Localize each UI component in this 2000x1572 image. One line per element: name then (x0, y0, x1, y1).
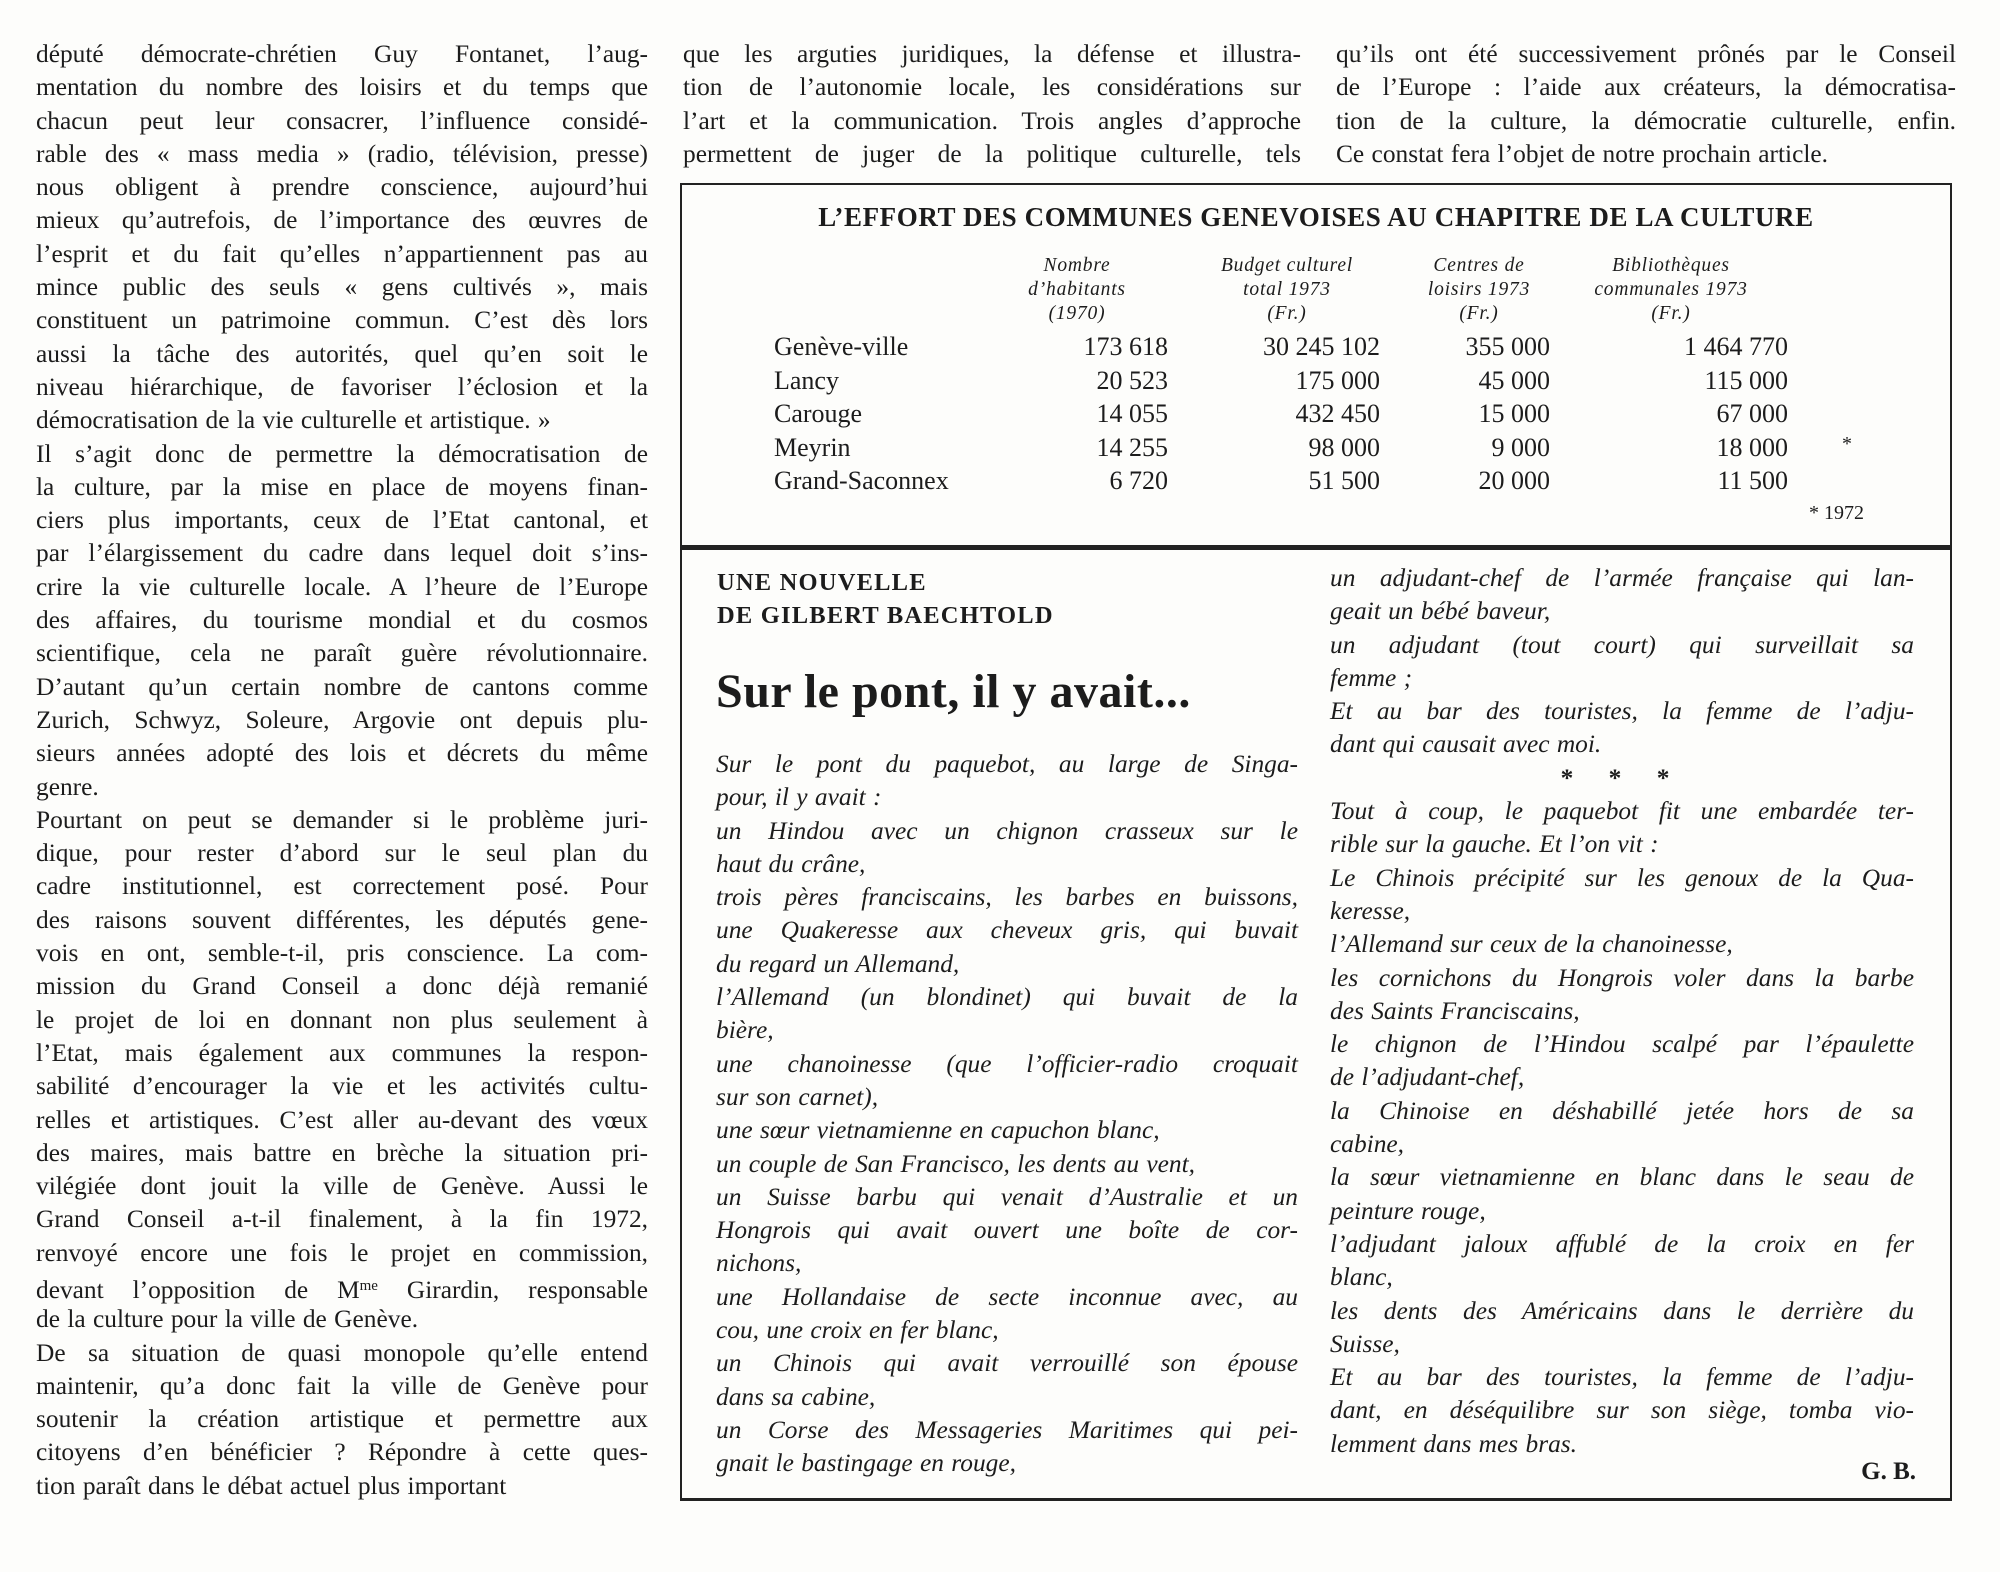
text-line: maintenir, qu’a donc fait la ville de Genève pour (36, 1371, 648, 1400)
table-cell-name: Meyrin (774, 432, 851, 462)
text-line: un Hindou avec un chignon crasseux sur le (716, 816, 1298, 845)
text-line: les cornichons du Hongrois voler dans la barbe (1330, 963, 1914, 992)
text-line: keresse, (1330, 896, 1411, 925)
story-right-column (1330, 562, 1914, 1461)
table-cell-habitants: 6 720 (1109, 466, 1168, 495)
text-line: tion paraît dans le débat actuel plus important (36, 1471, 507, 1500)
text-line: l’Etat, mais également aux communes la respon- (36, 1038, 648, 1067)
table-row (682, 332, 1950, 366)
text-fragment: Girardin, responsable (377, 1275, 648, 1304)
text-line: de l’Europe : l’aide aux créateurs, la démocratisa- (1336, 73, 1956, 102)
article-middle-column (683, 38, 1301, 171)
text-line: une sœur vietnamienne en capuchon blanc, (716, 1116, 1160, 1145)
text-line: un adjudant (tout court) qui surveillait sa (1330, 630, 1914, 659)
table-cell-name: Genève-ville (774, 332, 909, 361)
text-line: constituent un patrimoine commun. C’est dès lors (36, 306, 648, 335)
text-line: niveau hiérarchique, de favoriser l’éclosion et la (36, 372, 648, 401)
text-line: genre. (36, 772, 99, 801)
text-line: sabilité d’encourager la vie et les activités cultu- (36, 1072, 648, 1101)
text-line: cou, une croix en fer blanc, (716, 1316, 999, 1345)
text-line: rible sur la gauche. Et l’on vit : (1330, 830, 1659, 859)
text-line: peinture rouge, (1330, 1196, 1486, 1225)
text-line: Suisse, (1330, 1329, 1400, 1358)
text-line: citoyens d’en bénéficier ? Répondre à cette ques- (36, 1438, 648, 1467)
table-cell-habitants: 20 523 (1096, 365, 1168, 395)
table-cell-name: Grand-Saconnex (774, 466, 949, 495)
text-line: les dents des Américains dans le derrière du (1330, 1296, 1914, 1325)
story-left-column (716, 748, 1298, 1481)
text-line: le projet de loi en donnant non plus seulement à (36, 1005, 648, 1034)
text-line: une Hollandaise de secte inconnue avec, au (716, 1282, 1298, 1311)
text-line: rable des « mass media » (radio, télévision, presse) (36, 139, 648, 168)
text-line: bière, (716, 1016, 774, 1045)
text-fragment: devant l’opposition de M (36, 1275, 360, 1304)
story-title: Sur le pont, il y avait... (716, 665, 1191, 718)
text-line: De sa situation de quasi monopole qu’elle entend (36, 1338, 648, 1367)
table-cell-habitants: 173 618 (1083, 332, 1168, 361)
table-cell-habitants: 14 055 (1096, 399, 1168, 428)
text-line: D’autant qu’un certain nombre de cantons comme (36, 672, 648, 701)
text-line: mince public des seuls « gens cultivés », mais (36, 273, 648, 302)
table-cell-biblio: 11 500 (1717, 466, 1788, 495)
text-line: tion de la culture, la démocratie culturelle, enfin. (1336, 106, 1956, 135)
text-line: mentation du nombre des loisirs et du temps que (36, 73, 648, 102)
text-line (36, 1270, 648, 1303)
text-line: Hongrois qui avait ouvert une boîte de cor- (716, 1216, 1298, 1245)
text-line: chacun peut leur consacrer, l’influence considé- (36, 106, 648, 135)
text-line: l’adjudant jaloux affublé de la croix en fer (1330, 1229, 1914, 1258)
text-line: un Suisse barbu qui venait d’Australie et un (716, 1182, 1298, 1211)
text-line: démocratisation de la vie culturelle et artistique. » (36, 406, 551, 435)
table-cell-budget: 51 500 (1308, 466, 1380, 495)
table-row (682, 399, 1950, 433)
text-line: par l’élargissement du cadre dans lequel doit s’ins- (36, 539, 648, 568)
text-line: Grand Conseil a-t-il finalement, à la fin 1972, (36, 1205, 648, 1234)
text-line: sur son carnet), (716, 1082, 879, 1111)
text-line: dique, pour rester d’abord sur le seul plan du (36, 839, 648, 868)
text-line: blanc, (1330, 1263, 1393, 1292)
story-kicker: UNE NOUVELLE DE GILBERT BAECHTOLD (717, 569, 1054, 629)
text-line: l’Allemand sur ceux de la chanoinesse, (1330, 930, 1733, 959)
text-line: nous obligent à prendre conscience, aujourd’hui (36, 173, 648, 202)
text-line: scientifique, cela ne paraît guère révolutionnaire. (36, 639, 648, 668)
text-line: la Chinoise en déshabillé jetée hors de sa (1330, 1096, 1914, 1125)
text-line: dant qui causait avec moi. (1330, 730, 1602, 759)
table-row (682, 466, 1950, 500)
table-cell-centres: 9 000 (1491, 432, 1550, 462)
table-cell-budget: 30 245 102 (1263, 332, 1380, 361)
text-line: permettent de juger de la politique culturelle, tels (683, 139, 1301, 168)
text-line: des raisons souvent différentes, les députés gene- (36, 905, 648, 934)
text-line: l’art et la communication. Trois angles d’approche (683, 106, 1301, 135)
table-cell-biblio: 1 464 770 (1684, 332, 1788, 361)
text-line: un adjudant-chef de l’armée française qui lan- (1330, 564, 1914, 592)
text-line: sieurs années adopté des lois et décrets du même (36, 739, 648, 768)
text-line: Ce constat fera l’objet de notre prochain article. (1336, 139, 1829, 168)
text-line: trois pères franciscains, les barbes en buissons, (716, 883, 1298, 912)
table-cell-biblio: 18 000 (1716, 432, 1788, 462)
table-header-centres: Centres de loisirs 1973 (Fr.) (1427, 255, 1531, 324)
table-cell-budget: 98 000 (1308, 432, 1380, 462)
table-row (682, 433, 1950, 467)
table-header-habitants: Nombre d’habitants (1970) (1028, 255, 1126, 324)
text-line: cabine, (1330, 1130, 1405, 1159)
text-line: nichons, (716, 1249, 802, 1278)
story-signature: G. B. (1861, 1458, 1916, 1485)
text-line: l’Allemand (un blondinet) qui buvait de la (716, 983, 1298, 1012)
table-cell-habitants: 14 255 (1096, 432, 1168, 462)
text-line: un couple de San Francisco, les dents au vent, (716, 1149, 1196, 1178)
text-line: Le Chinois précipité sur les genoux de la Qua- (1330, 863, 1914, 892)
table-title: L’EFFORT DES COMMUNES GENEVOISES AU CHAPITRE DE LA CULTURE (818, 202, 1814, 232)
table-cell-name: Lancy (774, 365, 839, 395)
table-cell-centres: 355 000 (1465, 332, 1550, 361)
table-cell-mark: * (1842, 432, 1852, 455)
table-footnote: * 1972 (1809, 502, 1864, 524)
text-line: crire la vie culturelle locale. A l’heure de l’Europe (36, 572, 648, 601)
text-line: Et au bar des touristes, la femme de l’adju- (1330, 1363, 1914, 1392)
text-line: lemment dans mes bras. (1330, 1429, 1578, 1458)
text-line: député démocrate-chrétien Guy Fontanet, l’aug- (36, 40, 648, 68)
text-line: tion de l’autonomie locale, les considérations sur (683, 73, 1301, 102)
text-line: Pourtant on peut se demander si le problème juri- (36, 805, 648, 834)
text-line: Sur le pont du paquebot, au large de Singa- (716, 750, 1298, 778)
table-header-budget: Budget culturel total 1973 (Fr.) (1220, 255, 1354, 324)
table-cell-centres: 20 000 (1478, 466, 1550, 495)
table-cell-centres: 15 000 (1478, 399, 1550, 428)
text-line: mission du Grand Conseil a donc déjà remanié (36, 972, 648, 1001)
table-row (682, 366, 1950, 400)
text-line: des affaires, du tourisme mondial et du cosmos (36, 606, 648, 635)
text-line: du regard un Allemand, (716, 949, 960, 978)
table-cell-biblio: 67 000 (1716, 399, 1788, 428)
text-line: un Corse des Messageries Maritimes qui pei- (716, 1415, 1298, 1444)
text-line: pour, il y avait : (716, 783, 882, 812)
table-cell-name: Carouge (774, 399, 863, 428)
text-line: femme ; (1330, 663, 1413, 692)
table-cell-biblio: 115 000 (1704, 365, 1788, 395)
text-line: cadre institutionnel, est correctement posé. Pour (36, 872, 648, 901)
table-header-bibliotheques: Bibliothèques communales 1973 (Fr.) (1594, 255, 1748, 324)
text-line: la sœur vietnamienne en blanc dans le seau de (1330, 1163, 1914, 1192)
text-line: mieux qu’autrefois, de l’importance des œuvres de (36, 206, 648, 235)
text-line: vilégiée dont jouit la ville de Genève. Aussi le (36, 1172, 648, 1201)
superscript: me (359, 1277, 378, 1294)
text-line: * * * (1560, 763, 1684, 792)
table-cell-budget: 175 000 (1295, 365, 1380, 395)
text-line: une Quakeresse aux cheveux gris, qui buvait (716, 916, 1298, 945)
nouvelle-box (680, 547, 1952, 1501)
text-line: l’esprit et du fait qu’elles n’appartiennent pas au (36, 239, 648, 268)
text-line: Et au bar des touristes, la femme de l’adju- (1330, 697, 1914, 726)
table-cell-budget: 432 450 (1295, 399, 1380, 428)
text-line: qu’ils ont été successivement prônés par le Conseil (1336, 40, 1956, 68)
text-line: de l’adjudant-chef, (1330, 1063, 1525, 1092)
text-line: un Chinois qui avait verrouillé son épouse (716, 1349, 1298, 1378)
text-line: dant, en déséquilibre sur son siège, tomba vio- (1330, 1396, 1914, 1425)
text-line: geait un bébé baveur, (1330, 597, 1551, 626)
article-right-column (1336, 38, 1956, 171)
article-left-column (36, 38, 648, 1503)
text-line: Il s’agit donc de permettre la démocratisation de (36, 439, 648, 468)
text-line: des maires, mais battre en brèche la situation pri- (36, 1138, 648, 1167)
text-line: haut du crâne, (716, 849, 866, 878)
table-cell-centres: 45 000 (1478, 365, 1550, 395)
text-line: des Saints Franciscains, (1330, 996, 1580, 1025)
text-line: soutenir la création artistique et permettre aux (36, 1405, 648, 1434)
text-line: Tout à coup, le paquebot fit une embardée ter- (1330, 797, 1914, 826)
text-line: que les arguties juridiques, la défense et illustra- (683, 40, 1301, 68)
text-line: ciers plus importants, ceux de l’Etat cantonal, et (36, 506, 648, 535)
text-line: vois en ont, semble-t-il, pris conscience. La com- (36, 939, 648, 968)
culture-budget-table (680, 183, 1952, 547)
text-line: Zurich, Schwyz, Soleure, Argovie ont depuis plu- (36, 705, 648, 734)
text-line: gnait le bastingage en rouge, (716, 1449, 1016, 1478)
text-line: de la culture pour la ville de Genève. (36, 1305, 419, 1334)
text-line: la culture, par la mise en place de moyens finan- (36, 472, 648, 501)
text-line: une chanoinesse (que l’officier-radio croquait (716, 1049, 1298, 1078)
text-line: relles et artistiques. C’est aller au-devant des vœux (36, 1105, 648, 1134)
text-line: aussi la tâche des autorités, quel qu’en soit le (36, 339, 648, 368)
text-line: renvoyé encore une fois le projet en commission, (36, 1238, 648, 1267)
text-line: dans sa cabine, (716, 1382, 876, 1411)
text-line: le chignon de l’Hindou scalpé par l’épaulette (1330, 1030, 1914, 1059)
